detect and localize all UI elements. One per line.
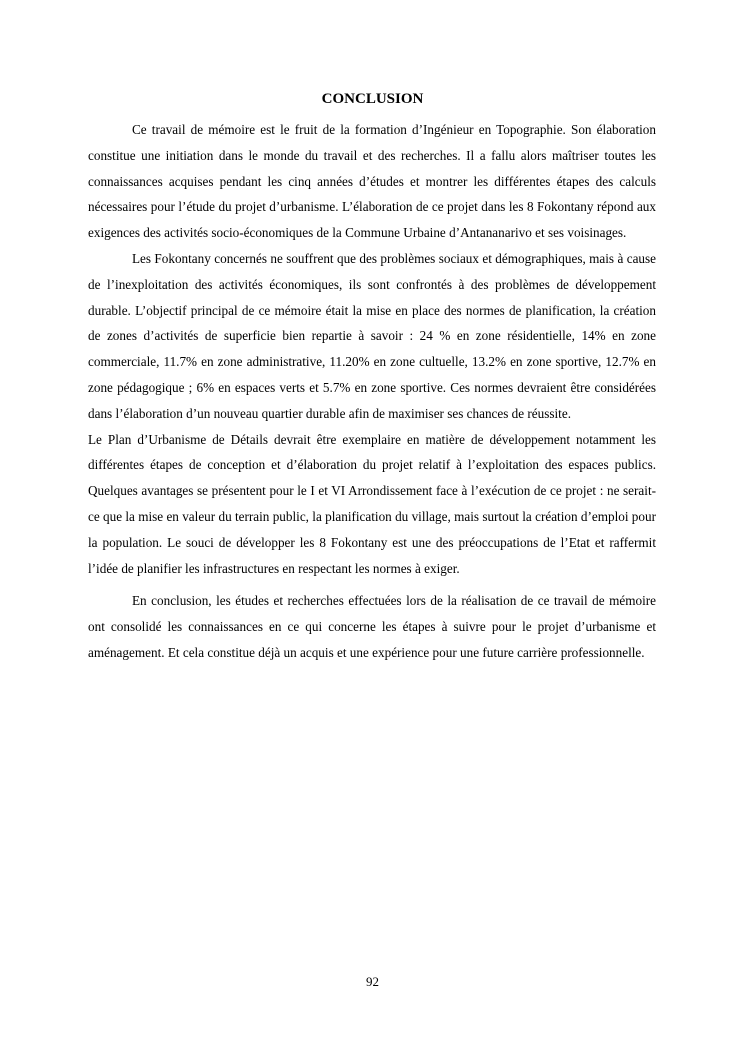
paragraph-introduction: Ce travail de mémoire est le fruit de la formation d’Ingénieur en Topographie. Son élaboration constitue une initiation dans le monde du travail et des recherches. Il a fallu alors maîtriser toutes les connaissances acquises pendant les cinq années d’études et montrer les différentes étapes des calculs nécessaires pour l’étude du projet d’urbanisme. L’élaboration de ce projet dans les 8 Fokontany répond aux exigences des activités socio-économiques de la Commune Urbaine d’Antananarivo et ses voisinages.: [88, 122, 656, 241]
paragraph-final-conclusion: En conclusion, les études et recherches effectuées lors de la réalisation de ce travail de mémoire ont consolidé les connaissances en ce qui concerne les étapes à suivre pour le projet d’urbanisme et aménagement. Et cela constitue déjà un acquis et une expérience pour une future carrière professionnelle.: [88, 593, 656, 660]
paragraph-fokontany-problems: Les Fokontany concernés ne souffrent que des problèmes sociaux et démographiques, mais à cause de l’inexploitation des activités économiques, ils sont confrontés à des problèmes de développement durable. L’objectif principal de ce mémoire était la mise en place des normes de planification, la création de zones d’activités de superficie bien repartie à savoir : 24 % en zone résidentielle, 14% en zone commerciale, 11.7% en zone administrative, 11.20% en zone cultuelle, 13.2% en zone sportive, 12.7% en zone pédagogique ; 6% en espaces verts et 5.7% en zone sportive. Ces normes devraient être considérées dans l’élaboration d’un nouveau quartier durable afin de maximiser ses chances de réussite.: [88, 250, 656, 421]
paragraph-plan-urbanisme: Le Plan d’Urbanisme de Détails devrait être exemplaire en matière de développement notamment les différentes étapes de conception et d’élaboration du projet relatif à l’exploitation des espaces publics. Quelques avantages se présentent pour le I et VI Arrondissement face à l’exécution de ce projet : ne serait-ce que la mise en valeur du terrain public, la planification du village, mais surtout la création d’emploi pour la population. Le souci de développer les 8 Fokontany est une des préoccupations de l’Etat et raffermit l’idée de planifier les infrastructures en respectant les normes à exiger.: [88, 431, 656, 576]
section-title: CONCLUSION: [321, 91, 424, 107]
body-text: [88, 117, 656, 666]
page-number: 92: [366, 974, 379, 989]
